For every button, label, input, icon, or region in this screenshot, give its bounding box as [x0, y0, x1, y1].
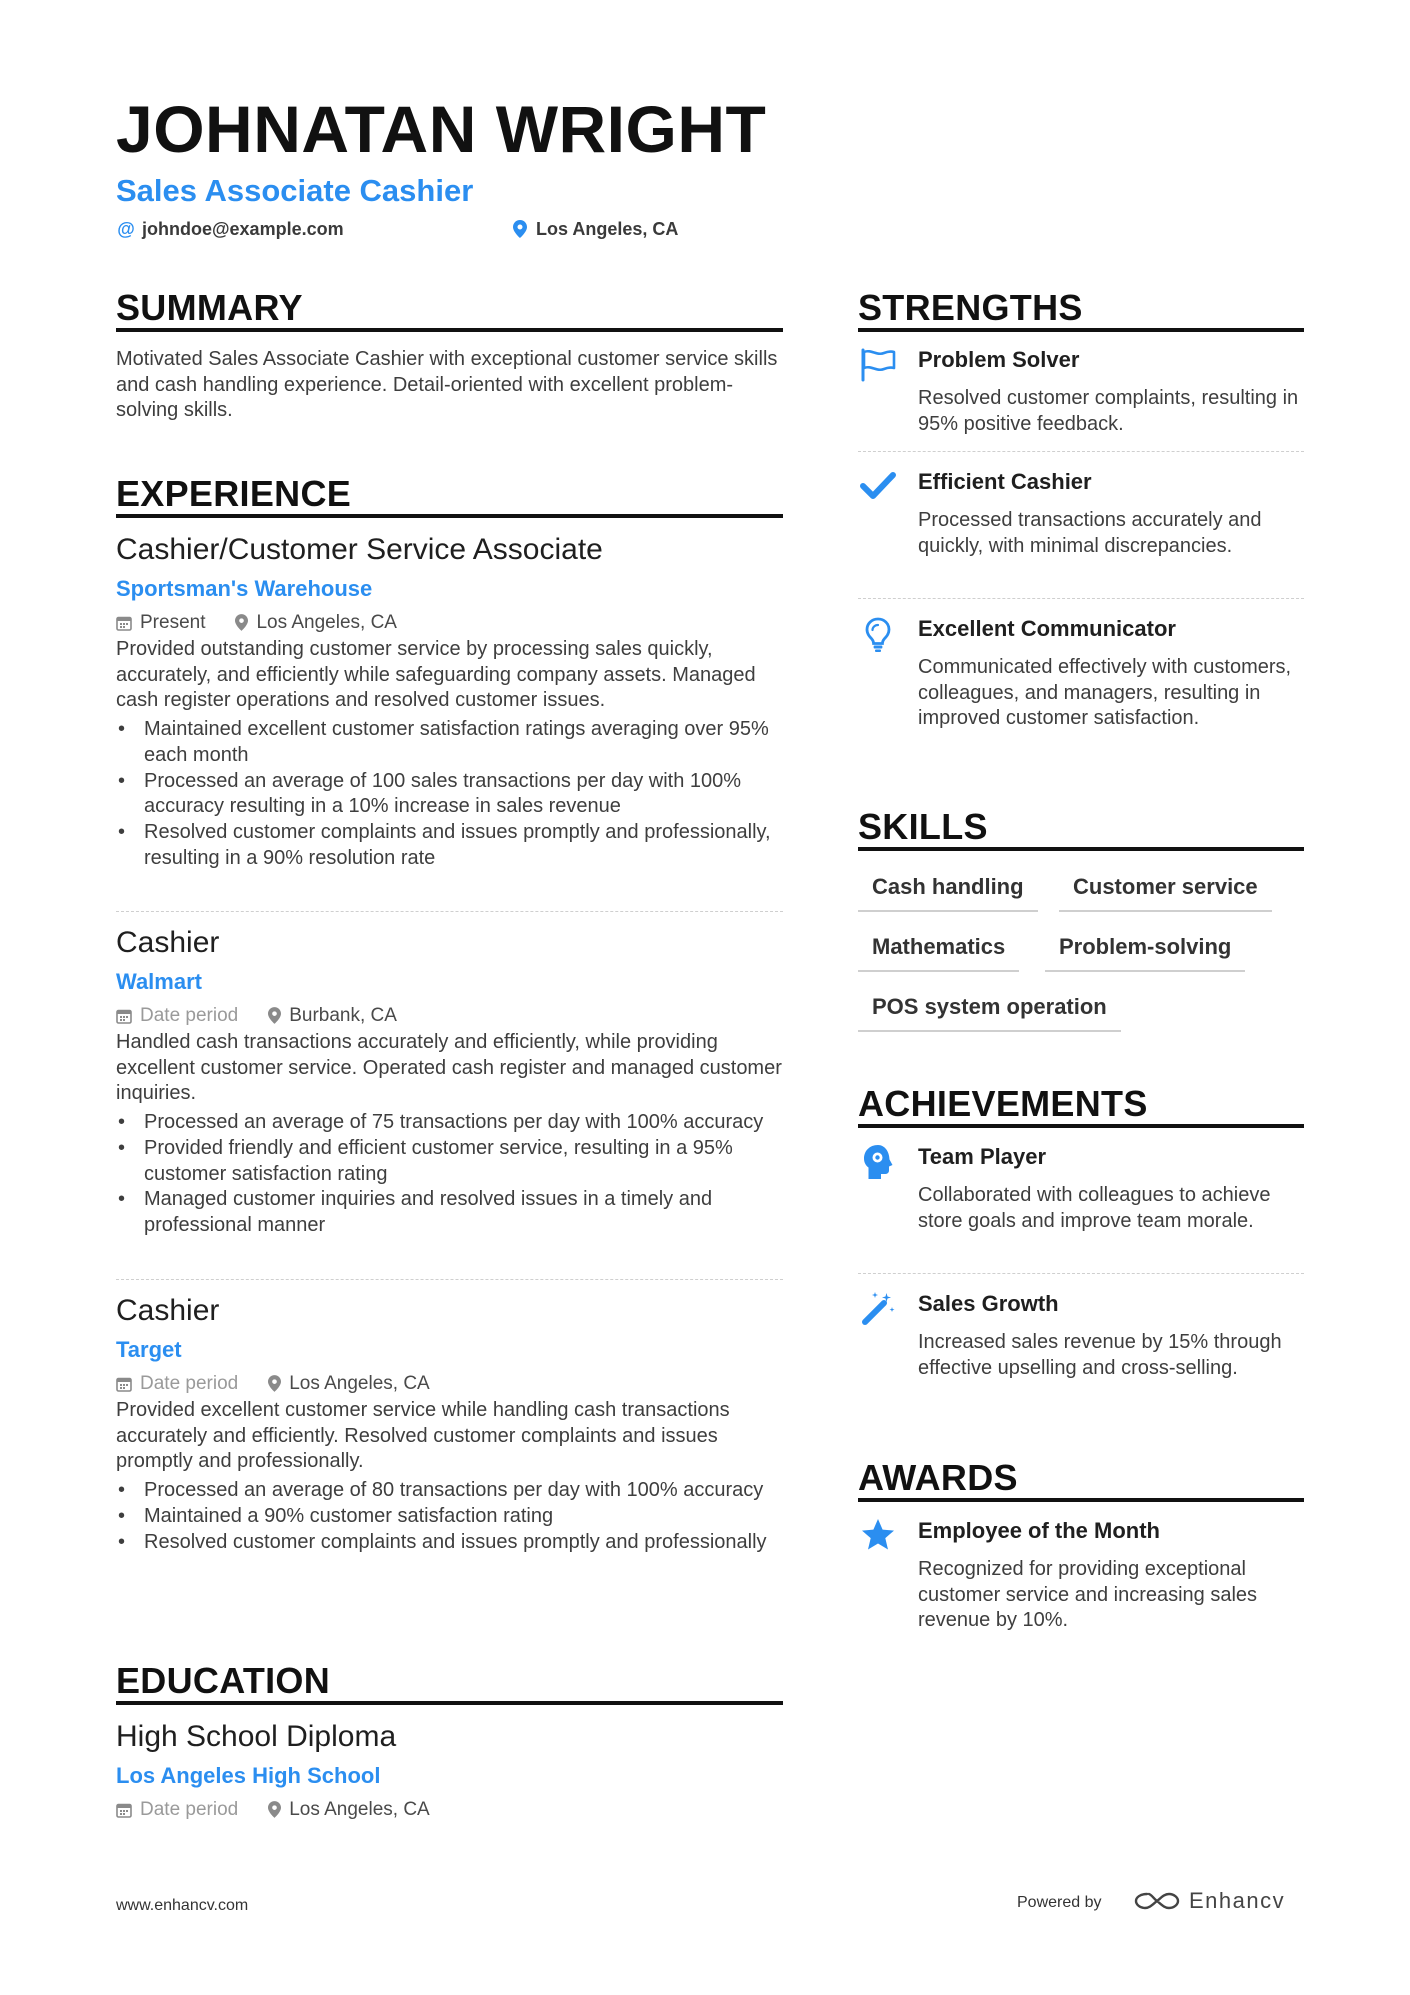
- contact-email[interactable]: [116, 219, 344, 239]
- job-date: Date period: [140, 1005, 239, 1026]
- location-text: Los Angeles, CA: [536, 219, 679, 239]
- education-location: Los Angeles, CA: [289, 1799, 430, 1820]
- achievement-item: [858, 1146, 1304, 1266]
- achievements-heading: ACHIEVEMENTS: [858, 1083, 1148, 1124]
- job-role: Cashier: [116, 926, 220, 959]
- strength-title: Problem Solver: [918, 347, 1080, 372]
- award-item: [858, 1520, 1304, 1640]
- flag-icon: [858, 345, 898, 385]
- achievement-item: [858, 1293, 1304, 1413]
- calendar-icon: [116, 1376, 132, 1392]
- entry-divider: [116, 1279, 783, 1280]
- list-item: • Processed an average of 80 transactions per day with 100% accuracy: [116, 1478, 783, 1504]
- job-location: Los Angeles, CA: [256, 612, 397, 633]
- calendar-icon: [116, 1802, 132, 1818]
- job-location: Los Angeles, CA: [289, 1373, 430, 1394]
- achievement-desc: Collaborated with colleagues to achieve store goals and improve team morale.: [918, 1184, 1271, 1232]
- contact-location: [510, 219, 678, 239]
- job-date: Date period: [140, 1373, 239, 1394]
- education-entry: [116, 1722, 783, 1819]
- entry-divider: [116, 911, 783, 912]
- skill-tag: POS system operation: [858, 996, 1121, 1032]
- entry-divider: [858, 1273, 1304, 1274]
- skills-divider: [858, 847, 1304, 851]
- job-bullets: [116, 1110, 783, 1239]
- strength-item: [858, 618, 1304, 763]
- map-pin-icon: [510, 219, 530, 239]
- education-degree: High School Diploma: [116, 1720, 397, 1753]
- list-item: • Managed customer inquiries and resolved issues in a timely and professional manner: [116, 1187, 783, 1238]
- job-date: Present: [140, 612, 206, 633]
- job-title: Sales Associate Cashier: [116, 173, 474, 208]
- job-location: Burbank, CA: [289, 1005, 397, 1026]
- education-date: Date period: [140, 1799, 239, 1820]
- strength-title: Efficient Cashier: [918, 469, 1092, 494]
- email-text: johndoe@example.com: [142, 219, 344, 239]
- strengths-heading: STRENGTHS: [858, 287, 1083, 328]
- experience-entry: [116, 928, 783, 1239]
- strength-title: Excellent Communicator: [918, 616, 1176, 641]
- strength-desc: Communicated effectively with customers, colleagues, and managers, resulting in improved customer satisfaction.: [918, 656, 1292, 730]
- enhancv-logo-icon: [1133, 1888, 1181, 1914]
- job-meta: [116, 1006, 783, 1025]
- job-company: Target: [116, 1337, 182, 1362]
- awards-divider: [858, 1498, 1304, 1502]
- awards-heading: AWARDS: [858, 1457, 1018, 1498]
- brand-name: Enhancv: [1189, 1888, 1286, 1913]
- skills-heading: SKILLS: [858, 806, 988, 847]
- achievement-title: Team Player: [918, 1144, 1047, 1169]
- job-company: Sportsman's Warehouse: [116, 576, 373, 601]
- job-description: Handled cash transactions accurately and efficiently, while providing excellent customer service. Operated cash register and managed customer inquiries.: [116, 1031, 782, 1105]
- list-item: • Processed an average of 75 transactions per day with 100% accuracy: [116, 1110, 783, 1136]
- job-role: Cashier: [116, 1294, 220, 1327]
- strength-item: [858, 471, 1304, 591]
- star-icon: [858, 1515, 898, 1555]
- strength-desc: Resolved customer complaints, resulting in 95% positive feedback.: [918, 387, 1299, 435]
- strengths-divider: [858, 328, 1304, 332]
- strength-desc: Processed transactions accurately and quickly, with minimal discrepancies.: [918, 509, 1262, 557]
- job-description: Provided excellent customer service while handling cash transactions accurately and efficiently. Resolved customer complaints and issues promptly and professionally.: [116, 1399, 730, 1473]
- achievements-divider: [858, 1124, 1304, 1128]
- job-company: Walmart: [116, 969, 202, 994]
- list-item: • Provided friendly and efficient customer service, resulting in a 95% customer satisfaction rating: [116, 1136, 783, 1187]
- powered-by-label: Powered by: [1017, 1894, 1102, 1911]
- map-pin-icon: [268, 1375, 281, 1392]
- lightbulb-icon: [858, 615, 898, 655]
- magic-wand-icon: [858, 1288, 898, 1328]
- candidate-name: JOHNATAN WRIGHT: [116, 92, 767, 166]
- summary-text: Motivated Sales Associate Cashier with exceptional customer service skills and cash handling experience. Detail-oriented with excellent problem-solving skills.: [116, 348, 778, 422]
- experience-entry: [116, 1296, 783, 1555]
- job-meta: [116, 1374, 783, 1393]
- strength-item: [858, 349, 1304, 449]
- head-icon: [858, 1142, 898, 1182]
- list-item: • Resolved customer complaints and issues promptly and professionally, resulting in a 90% resolution rate: [116, 820, 783, 871]
- achievement-desc: Increased sales revenue by 15% through effective upselling and cross-selling.: [918, 1331, 1282, 1379]
- list-item: • Maintained a 90% customer satisfaction rating: [116, 1504, 783, 1530]
- skill-tag: Cash handling: [858, 876, 1038, 912]
- job-bullets: [116, 717, 783, 871]
- award-desc: Recognized for providing exceptional customer service and increasing sales revenue by 10%.: [918, 1558, 1258, 1632]
- experience-heading: EXPERIENCE: [116, 473, 352, 514]
- job-role: Cashier/Customer Service Associate: [116, 533, 603, 566]
- list-item: • Processed an average of 100 sales transactions per day with 100% accuracy resulting in a 10% increase in sales revenue: [116, 769, 783, 820]
- skill-tag: Problem-solving: [1045, 936, 1245, 972]
- map-pin-icon: [235, 614, 248, 631]
- map-pin-icon: [268, 1801, 281, 1818]
- brand-logo[interactable]: [1133, 1888, 1285, 1914]
- education-meta: [116, 1800, 783, 1819]
- job-description: Provided outstanding customer service by processing sales quickly, accurately, and efficiently while safeguarding company assets. Managed cash register operations and resolved customer issues.: [116, 638, 756, 712]
- at-icon: @: [117, 219, 135, 239]
- job-meta: [116, 613, 783, 632]
- experience-entry: [116, 535, 783, 871]
- achievement-title: Sales Growth: [918, 1291, 1059, 1316]
- experience-divider: [116, 514, 783, 518]
- list-item: • Maintained excellent customer satisfaction ratings averaging over 95% each month: [116, 717, 783, 768]
- entry-divider: [858, 451, 1304, 452]
- education-heading: EDUCATION: [116, 1660, 331, 1701]
- skill-tag: Customer service: [1059, 876, 1272, 912]
- calendar-icon: [116, 615, 132, 631]
- education-divider: [116, 1701, 783, 1705]
- summary-divider: [116, 328, 783, 332]
- skill-tag: Mathematics: [858, 936, 1019, 972]
- checkmark-icon: [858, 465, 898, 505]
- entry-divider: [858, 598, 1304, 599]
- calendar-icon: [116, 1008, 132, 1024]
- map-pin-icon: [268, 1007, 281, 1024]
- award-title: Employee of the Month: [918, 1518, 1160, 1543]
- list-item: • Resolved customer complaints and issues promptly and professionally: [116, 1530, 783, 1556]
- education-school: Los Angeles High School: [116, 1763, 381, 1788]
- footer-url[interactable]: www.enhancv.com: [116, 1897, 249, 1914]
- job-bullets: [116, 1478, 783, 1555]
- summary-heading: SUMMARY: [116, 287, 303, 328]
